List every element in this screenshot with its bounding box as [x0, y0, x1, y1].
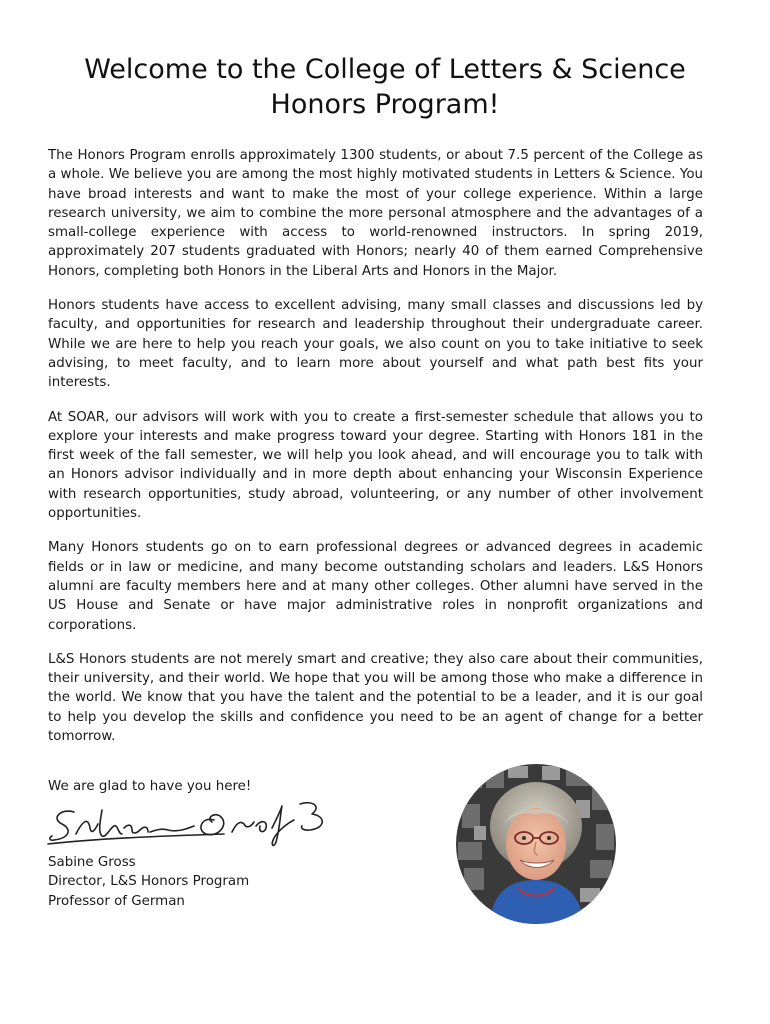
- page-title: [40, 52, 730, 122]
- paragraph-1: The Honors Program enrolls approximately 1300 students, or about 7.5 percent of the College as a whole. We believe you are among the most highly motivated students in Letters & Science. You have broad interests and want to make the most of your college experience. Within a large research university, we aim to combine the more personal atmosphere and the advantages of a small-college experience with access to world-renowned instructors. In spring 2019, approximately 207 students graduated with Honors; nearly 40 of them earned Comprehensive Honors, completing both Honors in the Liberal Arts and Honors in the Major.: [48, 148, 703, 279]
- signature-icon: [44, 798, 344, 848]
- paragraph-4: Many Honors students go on to earn professional degrees or advanced degrees in academic fields or in law or medicine, and many become outstanding scholars and leaders. L&S Honors alumni are faculty members here and at many other colleges. Other alumni have served in the US House and Senate or have major administrative roles in nonprofit organizations and corporations.: [48, 540, 703, 633]
- closing-line: We are glad to have you here!: [48, 779, 252, 794]
- title-line-1: Welcome to the College of Letters & Science: [84, 54, 686, 85]
- signer-name: Sabine Gross: [48, 855, 136, 870]
- letter-body: [48, 146, 703, 761]
- paragraph-3: At SOAR, our advisors will work with you to create a first-semester schedule that allows you to explore your interests and make progress toward your degree. Starting with Honors 181 in the first week of the fall semester, we will help you look ahead, and will encourage you to talk with an Honors advisor individually and in more depth about enhancing your Wisconsin Experience with research opportunities, study abroad, volunteering, or any number of other involvement opportunities.: [48, 409, 703, 522]
- portrait-photo-icon: [456, 764, 616, 924]
- signature-block: [48, 853, 249, 911]
- title-line-2: Honors Program!: [270, 89, 500, 120]
- signer-role: Director, L&S Honors Program: [48, 874, 250, 890]
- signer-title: Professor of German: [48, 893, 185, 909]
- paragraph-2: Honors students have access to excellent advising, many small classes and discussions led by faculty, and opportunities for research and leadership throughout their undergraduate career. While we are here to help you reach your goals, we also count on you to take initiative to seek advising, to meet faculty, and to learn more about yourself and what path best fits your interests.: [48, 298, 703, 391]
- paragraph-5: L&S Honors students are not merely smart and creative; they also care about their communities, their university, and their world. We hope that you will be among those who make a difference in the world. We know that you have the talent and the potential to be a leader, and it is our goal to help you develop the skills and confidence you need to be an agent of change for a better tomorrow.: [48, 651, 703, 745]
